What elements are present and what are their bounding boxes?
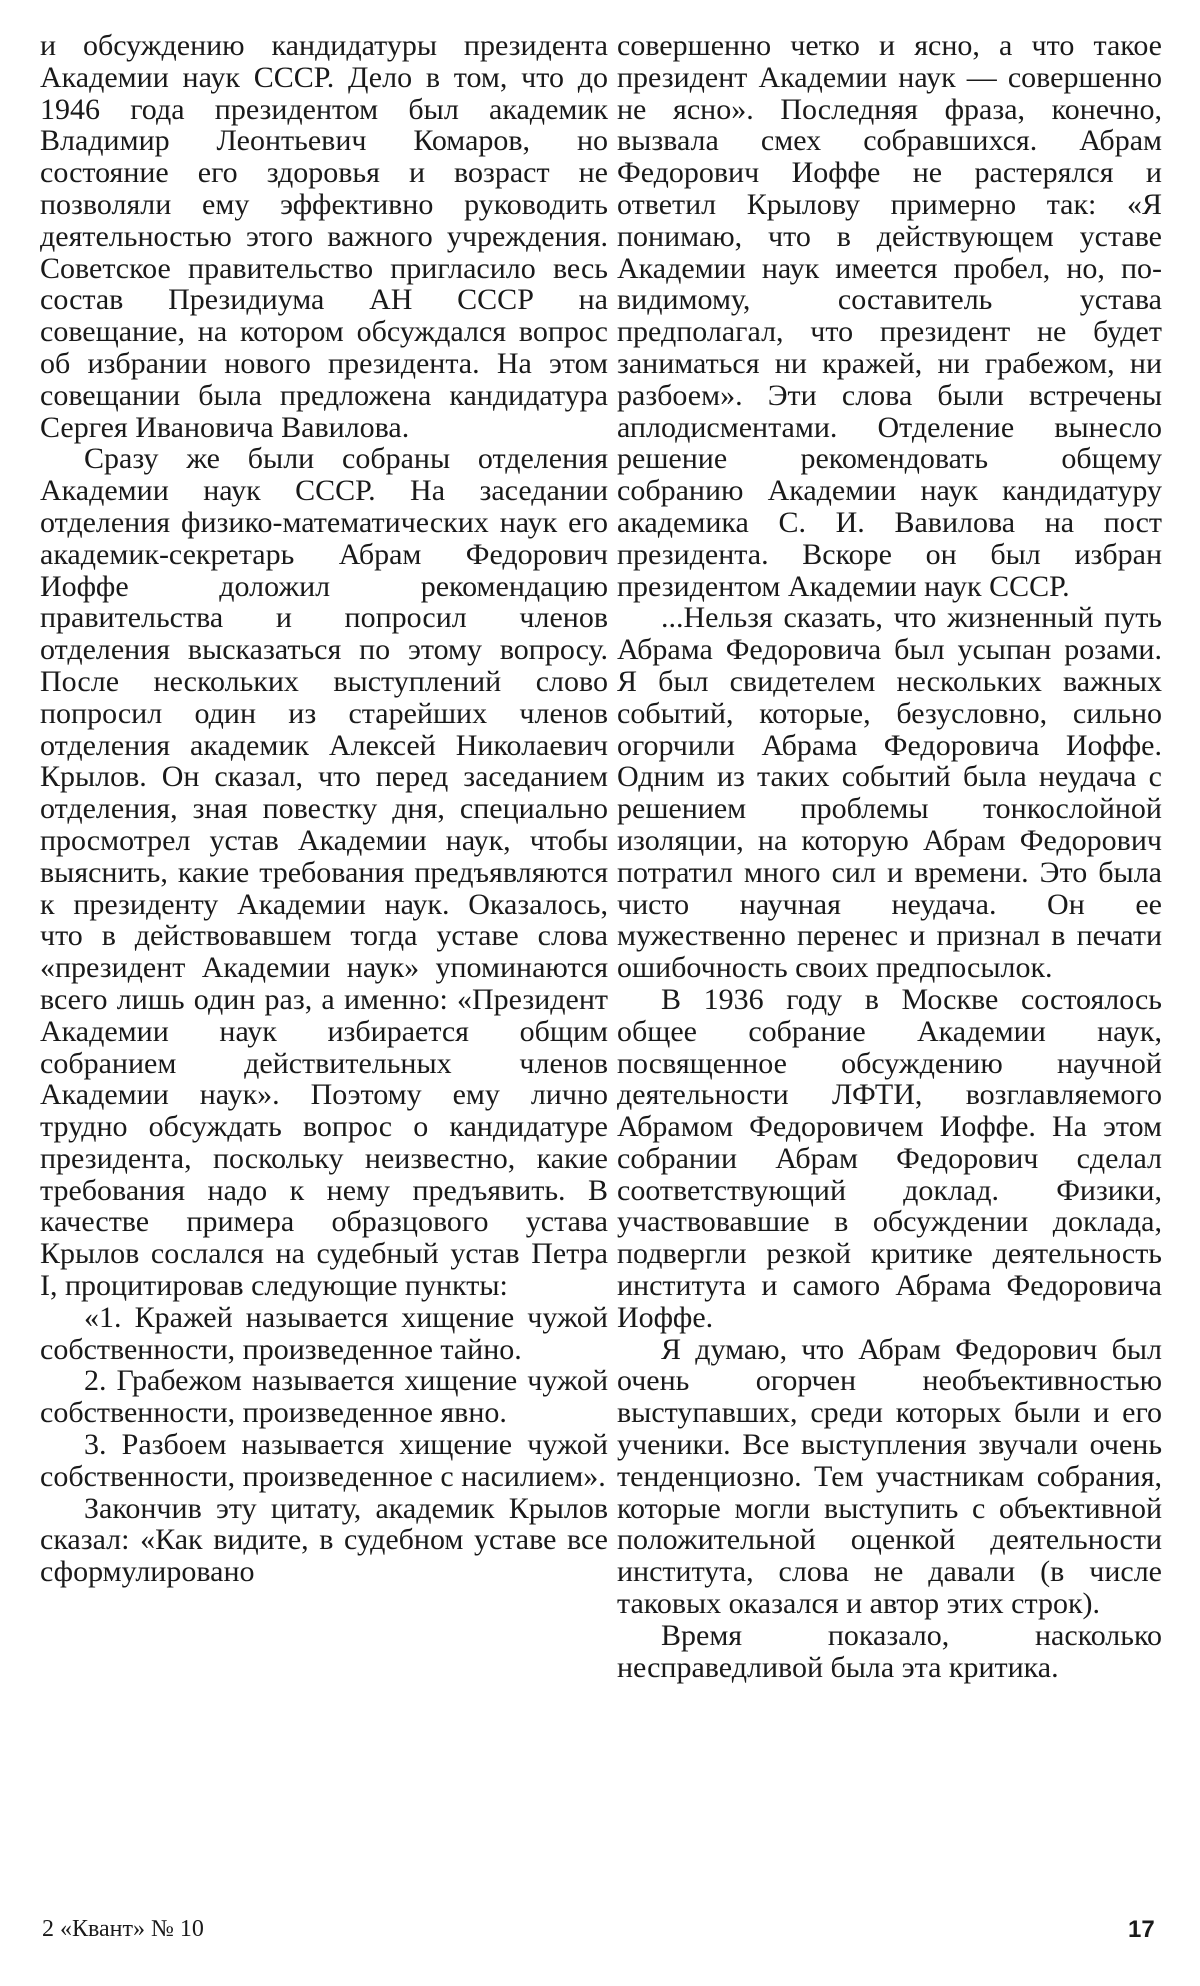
quote-item-2: 2. Грабежом называется хищение чужой собственности, произведенное явно. [40,1364,608,1430]
page-number: 17 [1128,1916,1155,1943]
signature-mark: 2 «Квант» № 10 [42,1916,204,1942]
paragraph: Время показало, насколько несправедливой была эта критика. [617,1618,1162,1684]
right-column [617,30,1162,1683]
paragraph: Сразу же были собраны отделения Академии наук СССР. На заседании отделения физико-математических наук его академик-секретарь Абрам Федорович Иоффе доложил рекомендацию правительства и попросил членов отделения высказаться по этому вопросу. После нескольких выступлений слово попросил один из старейших членов отделения академик Алексей Николаевич Крылов. Он сказал, что перед заседанием отделения, зная повестку дня, специально просмотрел устав Академии наук, чтобы выяснить, какие требования предъявляются к президенту Академии наук. Оказалось, что в действовавшем тогда уставе слова «президент Академии наук» упоминаются всего лишь один раз, а именно: «Президент Академии наук избирается общим собранием действительных членов Академии наук». Поэтому ему лично трудно обсуждать вопрос о кандидатуре президента, поскольку неизвестно, какие требования надо к нему предъявить. В качестве примера образцового устава Крылов сослался на судебный устав Петра I, процитировав следующие пункты: [40,442,608,1303]
paragraph: совершенно четко и ясно, а что такое президент Академии наук — совершенно не ясно». Последняя фраза, конечно, вызвала смех собравшихся. Абрам Федорович Иоффе не растерялся и ответил Крылову примерно так: «Я понимаю, что в действующем уставе Академии наук имеется пробел, но, по-видимому, составитель устава предполагал, что президент не будет заниматься ни кражей, ни грабежом, ни разбоем». Эти слова были встречены аплодисментами. Отделение вынесло решение рекомендовать общему собранию Академии наук кандидатуру академика С. И. Вавилова на пост президента. Вскоре он был избран президентом Академии наук СССР. [617,29,1162,603]
quote-item-1: «1. Кражей называется хищение чужой собственности, произведенное тайно. [40,1300,608,1366]
paragraph: Я думаю, что Абрам Федорович был очень огорчен необъективностью выступавших, среди которых были и его ученики. Все выступления звучали очень тенденциозно. Тем участникам собрания, которые могли выступить с объективной положительной оценкой деятельности института, слова не давали (в числе таковых оказался и автор этих строк). [617,1332,1162,1621]
paragraph: ...Нельзя сказать, что жизненный путь Абрама Федоровича был усыпан розами. Я был свидетелем нескольких важных событий, которые, безусловно, сильно огорчили Абрама Федоровича Иоффе. Одним из таких событий была неудача с решением проблемы тонкослойной изоляции, на которую Абрам Федорович потратил много сил и времени. Это была чисто научная неудача. Он ее мужественно перенес и признал в печати ошибочность своих предпосылок. [617,601,1162,985]
left-column [40,30,608,1588]
paragraph: Закончив эту цитату, академик Крылов сказал: «Как видите, в судебном уставе все сформулировано [40,1491,608,1589]
quote-item-3: 3. Разбоем называется хищение чужой собственности, произведенное с насилием». [40,1428,608,1493]
paragraph: В 1936 году в Москве состоялось общее собрание Академии наук, посвященное обсуждению научной деятельности ЛФТИ, возглавляемого Абрамом Федоровичем Иоффе. На этом собрании Абрам Федорович сделал соответствующий доклад. Физики, участвовавшие в обсуждении доклада, подвергли резкой критике деятельность института и самого Абрама Федоровича Иоффе. [617,982,1162,1334]
paragraph: и обсуждению кандидатуры президента Академии наук СССР. Дело в том, что до 1946 года президентом был академик Владимир Леонтьевич Комаров, но состояние его здоровья и возраст не позволяли ему эффективно руководить деятельностью этого важного учреждения. Советское правительство пригласило весь состав Президиума АН СССР на совещание, на котором обсуждался вопрос об избрании нового президента. На этом совещании была предложена кандидатура Сергея Ивановича Вавилова. [40,29,608,444]
